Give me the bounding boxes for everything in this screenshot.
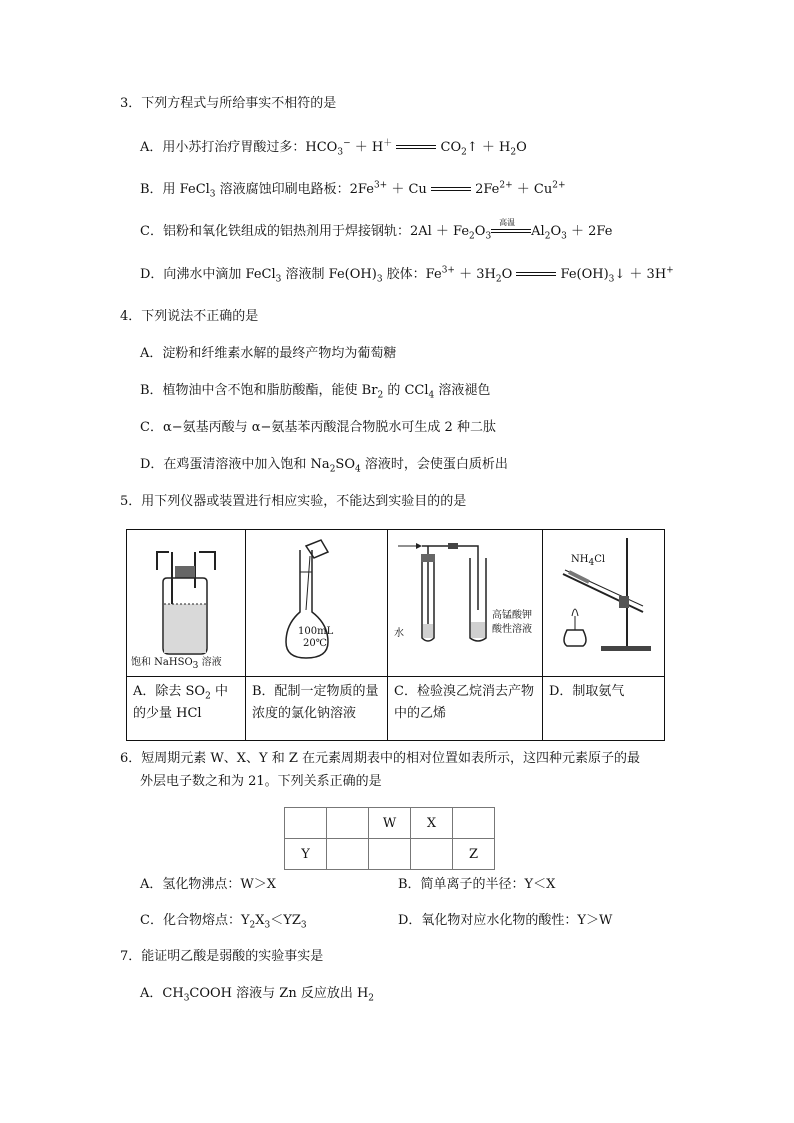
q3-option-a: A．用小苏打治疗胃酸过多：$HCO_3^- + H^+$ $CO_2↑ + H_2O$ [140,138,527,158]
equals-arrow-icon [491,217,531,237]
equals-arrow-icon [396,143,436,153]
q6-option-d: D．氧化物对应水化物的酸性：Y＞W [398,913,613,928]
periodic-cell: X [411,808,453,839]
q5-apparatus-table [126,529,665,741]
apparatus-c-test-tubes [388,530,543,676]
flask-capacity-label: 100mL [298,626,334,637]
q6-option-a: A．氢化物沸点：W＞X [140,877,277,892]
q6-option-c: C．化合物熔点：$Y_2X_3<YZ_3$ [140,913,307,931]
q7-option-a: A．$CH_3COOH$ 溶液与 Zn 反应放出 $H_2$ [140,986,375,1004]
q3-option-b: B．用 FeCl$_3$ 溶液腐蚀印刷电路板：$2Fe^{3+} + Cu$ $2Fe^{2+} + Cu^{2+}$ [140,180,566,200]
ammonium-chloride-label: $NH_4Cl$ [571,554,606,568]
equals-arrow-icon [516,270,556,280]
q5-option-c: C．检验溴乙烷消去产物中的乙烯 [388,676,543,741]
periodic-cell [411,839,453,870]
periodic-cell: Y [285,839,327,870]
q4-option-c: C．α−氨基丙酸与 α−氨基苯丙酸混合物脱水可生成 2 种二肽 [140,420,496,435]
apparatus-d-ammonia-setup [543,530,665,676]
q4-stem: 4．下列说法不正确的是 [120,309,259,324]
reaction-condition: 高温 [499,217,516,227]
permanganate-label-2: 酸性溶液 [492,624,532,635]
equals-arrow-icon [431,185,471,195]
q4-option-a: A．淀粉和纤维素水解的最终产物均为葡萄糖 [140,346,397,361]
periodic-table-fragment [284,807,495,870]
q7-stem: 7．能证明乙酸是弱酸的实验事实是 [120,949,324,964]
periodic-cell [453,808,495,839]
flask-temperature-label: 20℃ [303,638,327,649]
apparatus-a-label: 饱和 NaHSO$_3$ 溶液 [131,657,222,671]
periodic-cell [327,839,369,870]
periodic-cell: W [369,808,411,839]
q6-option-b: B．简单离子的半径：Y＜X [398,877,556,892]
q4-option-d: D．在鸡蛋清溶液中加入饱和 $Na_2SO_4$ 溶液时，会使蛋白质析出 [140,457,508,475]
q3-stem: 3．下列方程式与所给事实不相符的是 [120,96,337,111]
apparatus-a-gas-washing-bottle [127,530,246,676]
q5-option-a: A．除去 $SO_2$ 中 的少量 HCl [127,676,246,741]
q3-option-d: D．向沸水中滴加 FeCl$_3$ 溶液制 $Fe(OH)_3$ 胶体：$Fe^{3+} + 3H_2O$ $Fe(OH)_3↓ + 3H^+$ [140,265,674,285]
periodic-cell [369,839,411,870]
permanganate-label-1: 高锰酸钾 [492,610,532,621]
periodic-cell [327,808,369,839]
q6-stem-line2: 外层电子数之和为 21。下列关系正确的是 [140,774,382,789]
q6-stem-line1: 6．短周期元素 W、X、Y 和 Z 在元素周期表中的相对位置如表所示，这四种元素原子的最 [120,751,641,766]
water-label: 水 [394,628,404,639]
periodic-cell: Z [453,839,495,870]
q3-option-c: C．铝粉和氧化铁组成的铝热剂用于焊接钢轨：$2Al + Fe_2O_3$ 高温 $Al_2O_3 + 2Fe$ [140,223,612,241]
q4-option-b: B．植物油中含不饱和脂肪酸酯，能使 $Br_2$ 的 CCl$_4$ 溶液褪色 [140,383,491,401]
apparatus-b-volumetric-flask [246,530,388,676]
q5-stem: 5．用下列仪器或装置进行相应实验，不能达到实验目的的是 [120,494,467,509]
periodic-cell [285,808,327,839]
q5-option-b: B．配制一定物质的量浓度的氯化钠溶液 [246,676,388,741]
q5-option-d: D．制取氨气 [543,676,665,741]
